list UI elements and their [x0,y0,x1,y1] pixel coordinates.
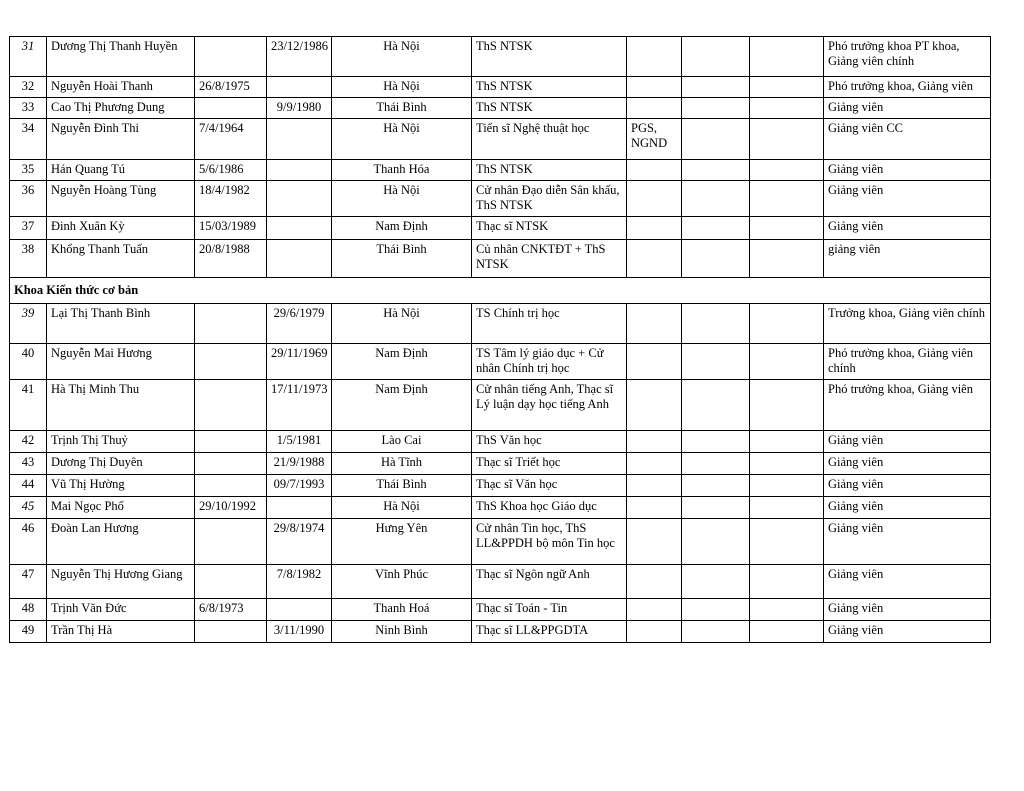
row-number: 41 [10,380,47,431]
academic-title [627,497,682,519]
table-row [10,453,991,475]
qualification: Thạc sĩ Toán - Tin [472,599,627,621]
hometown: Hà Nội [332,37,472,77]
position: Giảng viên [824,621,991,643]
extra-col-9 [750,98,824,119]
staff-name: Nguyễn Hoài Thanh [47,77,195,98]
staff-name: Đinh Xuân Kỳ [47,217,195,240]
staff-rows-bottom [10,304,991,643]
academic-title [627,431,682,453]
birth-date-female [267,217,332,240]
extra-col-8 [682,621,750,643]
position: Giảng viên [824,431,991,453]
table-row [10,217,991,240]
staff-name: Nguyễn Hoàng Tùng [47,181,195,217]
extra-col-9 [750,77,824,98]
birth-date-female [267,119,332,160]
staff-name: Khổng Thanh Tuấn [47,240,195,278]
extra-col-8 [682,475,750,497]
academic-title [627,304,682,344]
row-number: 37 [10,217,47,240]
hometown: Hà Nội [332,119,472,160]
extra-col-8 [682,599,750,621]
table-row [10,519,991,565]
hometown: Thanh Hóa [332,160,472,181]
birth-date-male: 15/03/1989 [195,217,267,240]
extra-col-9 [750,304,824,344]
staff-name: Nguyễn Thị Hương Giang [47,565,195,599]
qualification: TS Chính trị học [472,304,627,344]
birth-date-male: 5/6/1986 [195,160,267,181]
extra-col-9 [750,119,824,160]
table-row [10,621,991,643]
extra-col-9 [750,621,824,643]
birth-date-female: 29/6/1979 [267,304,332,344]
staff-name: Mai Ngọc Phố [47,497,195,519]
table-row [10,344,991,380]
extra-col-9 [750,380,824,431]
table-row [10,304,991,344]
row-number: 36 [10,181,47,217]
staff-name: Đoàn Lan Hương [47,519,195,565]
extra-col-8 [682,453,750,475]
birth-date-female [267,599,332,621]
extra-col-8 [682,519,750,565]
position: giảng viên [824,240,991,278]
qualification: ThS Khoa học Giáo dục [472,497,627,519]
qualification: Thạc sĩ Văn học [472,475,627,497]
table-row [10,240,991,278]
position: Giảng viên [824,453,991,475]
table-row [10,77,991,98]
birth-date-male [195,621,267,643]
extra-col-9 [750,565,824,599]
birth-date-female [267,497,332,519]
academic-title [627,98,682,119]
qualification: ThS NTSK [472,98,627,119]
extra-col-9 [750,181,824,217]
row-number: 49 [10,621,47,643]
qualification: Tiến sĩ Nghệ thuật học [472,119,627,160]
hometown: Nam Định [332,217,472,240]
qualification: Cử nhân Tin học, ThS LL&PPDH bộ môn Tin học [472,519,627,565]
birth-date-male [195,344,267,380]
position: Phó trưởng khoa PT khoa, Giảng viên chính [824,37,991,77]
qualification: TS Tâm lý giáo dục + Cử nhân Chính trị học [472,344,627,380]
position: Giảng viên [824,217,991,240]
extra-col-8 [682,380,750,431]
extra-col-8 [682,497,750,519]
position: Giảng viên [824,565,991,599]
qualification: Củ nhân CNKTĐT + ThS NTSK [472,240,627,278]
position: Trưởng khoa, Giảng viên chính [824,304,991,344]
table-row [10,599,991,621]
table-row [10,475,991,497]
academic-title [627,380,682,431]
birth-date-female [267,77,332,98]
hometown: Vĩnh Phúc [332,565,472,599]
academic-title [627,160,682,181]
academic-title [627,599,682,621]
hometown: Hà Nội [332,181,472,217]
qualification: Cử nhân tiếng Anh, Thạc sĩ Lý luận dạy học tiếng Anh [472,380,627,431]
staff-name: Dương Thị Duyên [47,453,195,475]
birth-date-female: 1/5/1981 [267,431,332,453]
table-row [10,497,991,519]
table-row [10,565,991,599]
birth-date-male: 6/8/1973 [195,599,267,621]
extra-col-9 [750,599,824,621]
hometown: Thái Bình [332,98,472,119]
hometown: Lào Cai [332,431,472,453]
table-row [10,119,991,160]
birth-date-male [195,37,267,77]
staff-rows-top [10,37,991,278]
hometown: Hà Tĩnh [332,453,472,475]
extra-col-8 [682,240,750,278]
birth-date-female: 9/9/1980 [267,98,332,119]
qualification: Thạc sĩ NTSK [472,217,627,240]
qualification: ThS Văn học [472,431,627,453]
extra-col-9 [750,160,824,181]
birth-date-female: 09/7/1993 [267,475,332,497]
row-number: 34 [10,119,47,160]
academic-title [627,621,682,643]
birth-date-male [195,304,267,344]
extra-col-9 [750,453,824,475]
qualification: Thạc sĩ Triết học [472,453,627,475]
staff-name: Hà Thị Minh Thu [47,380,195,431]
birth-date-male [195,380,267,431]
section-title: Khoa Kiến thức cơ bản [10,278,991,304]
staff-table [9,36,991,643]
position: Giảng viên CC [824,119,991,160]
qualification: ThS NTSK [472,37,627,77]
extra-col-8 [682,565,750,599]
staff-name: Hán Quang Tú [47,160,195,181]
table-row [10,380,991,431]
staff-name: Dương Thị Thanh Huyền [47,37,195,77]
extra-col-9 [750,240,824,278]
row-number: 39 [10,304,47,344]
extra-col-8 [682,431,750,453]
staff-name: Vũ Thị Hường [47,475,195,497]
extra-col-9 [750,519,824,565]
qualification: Cử nhân Đạo diễn Sân khấu, ThS NTSK [472,181,627,217]
position: Giảng viên [824,599,991,621]
extra-col-8 [682,119,750,160]
hometown: Hà Nội [332,304,472,344]
hometown: Nam Định [332,344,472,380]
row-number: 43 [10,453,47,475]
academic-title [627,37,682,77]
extra-col-8 [682,181,750,217]
position: Giảng viên [824,98,991,119]
birth-date-female: 7/8/1982 [267,565,332,599]
academic-title: PGS, NGND [627,119,682,160]
position: Giảng viên [824,181,991,217]
row-number: 44 [10,475,47,497]
birth-date-male: 20/8/1988 [195,240,267,278]
academic-title [627,181,682,217]
birth-date-male [195,475,267,497]
row-number: 48 [10,599,47,621]
hometown: Thanh Hoá [332,599,472,621]
table-row [10,431,991,453]
section-row [10,278,991,304]
academic-title [627,240,682,278]
position: Phó trưởng khoa, Giảng viên [824,77,991,98]
row-number: 33 [10,98,47,119]
table-row [10,98,991,119]
hometown: Thái Bình [332,240,472,278]
extra-col-9 [750,217,824,240]
row-number: 40 [10,344,47,380]
academic-title [627,77,682,98]
qualification: Thạc sĩ Ngôn ngữ Anh [472,565,627,599]
birth-date-female: 29/11/1969 [267,344,332,380]
staff-name: Lại Thị Thanh Bình [47,304,195,344]
qualification: ThS NTSK [472,77,627,98]
hometown: Hà Nội [332,497,472,519]
hometown: Nam Định [332,380,472,431]
table-row [10,181,991,217]
extra-col-8 [682,217,750,240]
birth-date-male: 7/4/1964 [195,119,267,160]
extra-col-8 [682,98,750,119]
extra-col-9 [750,37,824,77]
extra-col-8 [682,304,750,344]
extra-col-9 [750,344,824,380]
table-row [10,160,991,181]
birth-date-male: 29/10/1992 [195,497,267,519]
birth-date-male: 26/8/1975 [195,77,267,98]
staff-name: Cao Thị Phương Dung [47,98,195,119]
birth-date-female: 29/8/1974 [267,519,332,565]
qualification: ThS NTSK [472,160,627,181]
academic-title [627,217,682,240]
position: Giảng viên [824,519,991,565]
academic-title [627,565,682,599]
staff-name: Trịnh Văn Đức [47,599,195,621]
qualification: Thạc sĩ LL&PPGDTA [472,621,627,643]
birth-date-male [195,453,267,475]
birth-date-female [267,181,332,217]
table-row [10,37,991,77]
extra-col-8 [682,37,750,77]
position: Giảng viên [824,475,991,497]
academic-title [627,344,682,380]
staff-name: Trịnh Thị Thuỷ [47,431,195,453]
extra-col-8 [682,77,750,98]
birth-date-female: 3/11/1990 [267,621,332,643]
position: Giảng viên [824,160,991,181]
position: Phó trưởng khoa, Giảng viên chính [824,344,991,380]
extra-col-8 [682,344,750,380]
extra-col-9 [750,475,824,497]
staff-name: Trần Thị Hà [47,621,195,643]
birth-date-male [195,431,267,453]
staff-name: Nguyễn Đình Thi [47,119,195,160]
birth-date-male [195,98,267,119]
birth-date-female: 21/9/1988 [267,453,332,475]
extra-col-8 [682,160,750,181]
row-number: 32 [10,77,47,98]
hometown: Hưng Yên [332,519,472,565]
hometown: Ninh Bình [332,621,472,643]
birth-date-female [267,240,332,278]
row-number: 35 [10,160,47,181]
birth-date-female: 17/11/1973 [267,380,332,431]
academic-title [627,475,682,497]
birth-date-female: 23/12/1986 [267,37,332,77]
birth-date-female [267,160,332,181]
academic-title [627,453,682,475]
row-number: 47 [10,565,47,599]
row-number: 46 [10,519,47,565]
hometown: Hà Nội [332,77,472,98]
row-number: 45 [10,497,47,519]
birth-date-male [195,565,267,599]
position: Giảng viên [824,497,991,519]
row-number: 31 [10,37,47,77]
extra-col-9 [750,497,824,519]
position: Phó trưởng khoa, Giảng viên [824,380,991,431]
staff-name: Nguyễn Mai Hương [47,344,195,380]
academic-title [627,519,682,565]
birth-date-male: 18/4/1982 [195,181,267,217]
hometown: Thái Bình [332,475,472,497]
birth-date-male [195,519,267,565]
section-header [10,278,991,304]
extra-col-9 [750,431,824,453]
row-number: 38 [10,240,47,278]
row-number: 42 [10,431,47,453]
